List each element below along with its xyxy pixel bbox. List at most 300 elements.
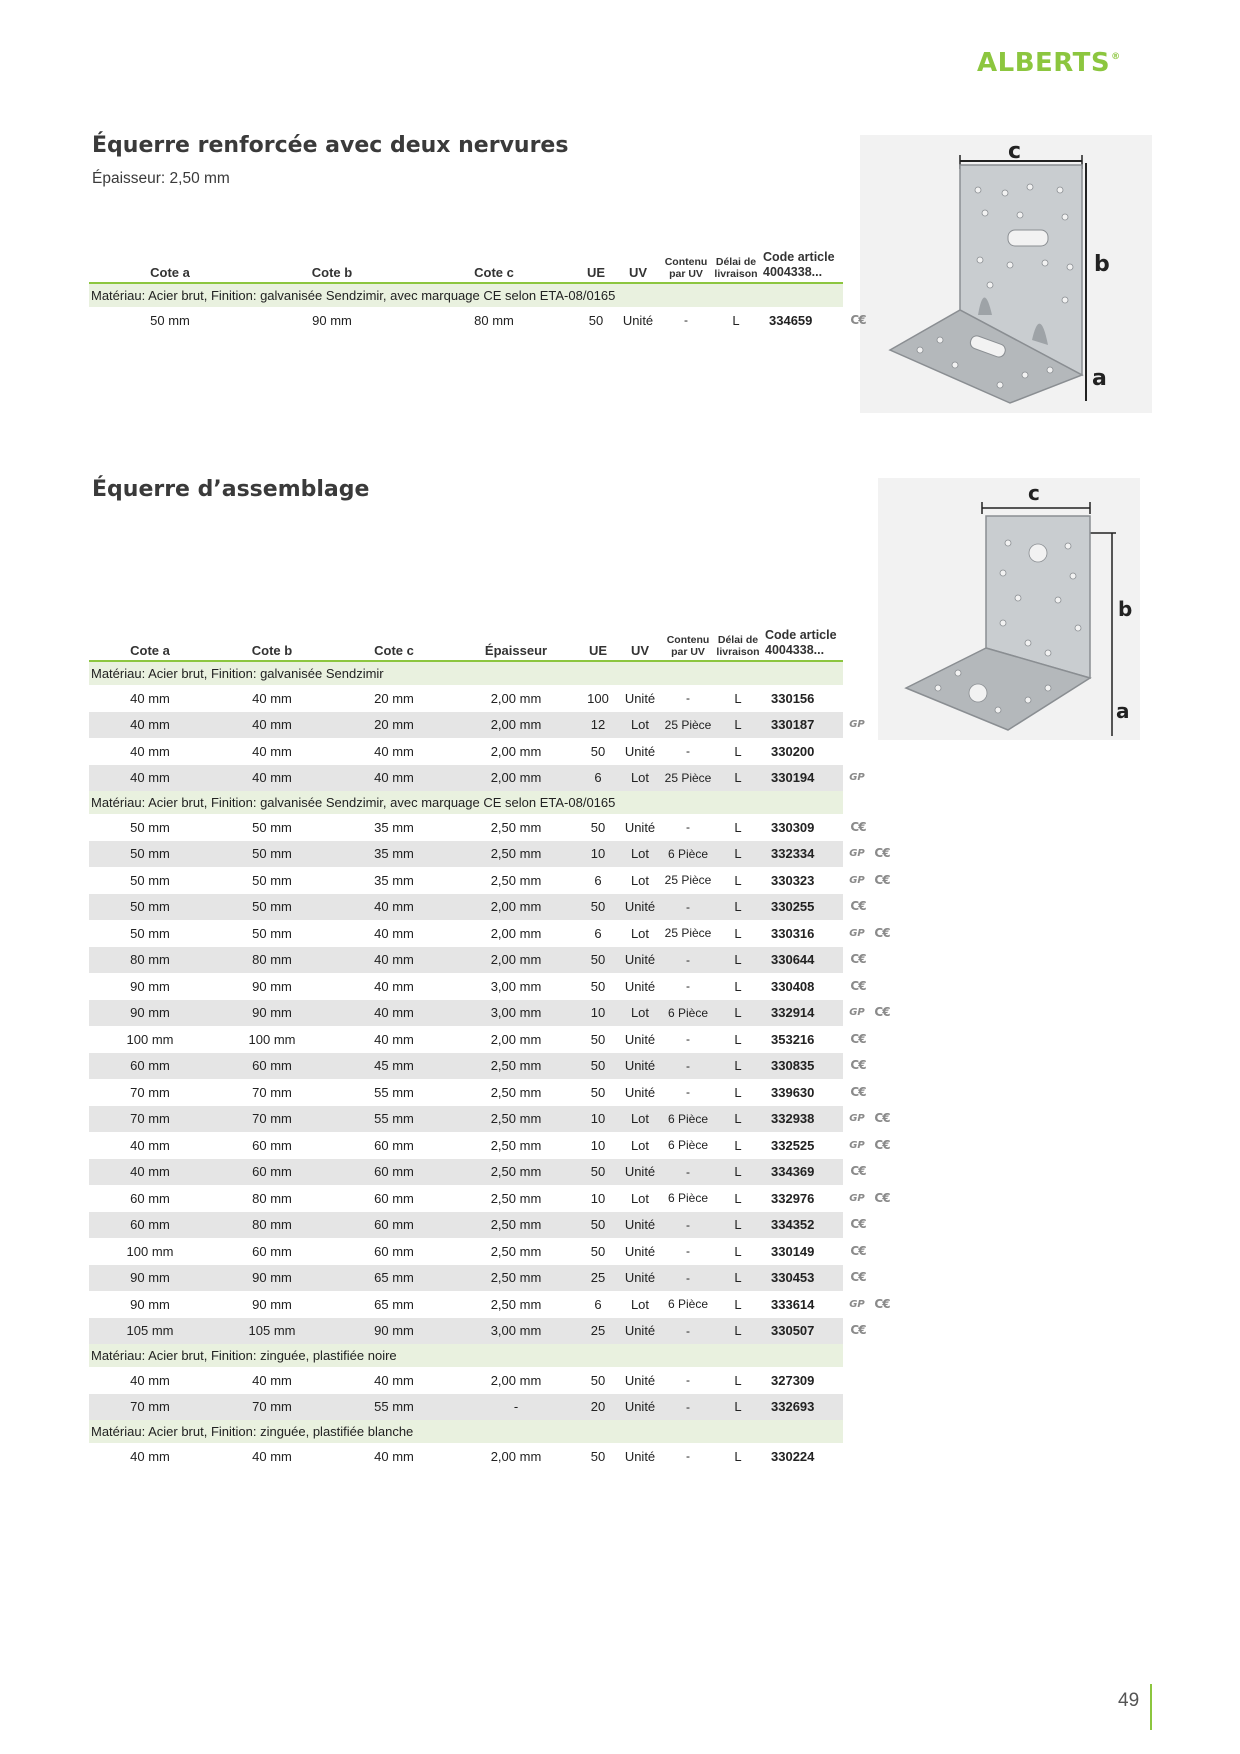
cell-code-article: 330644 bbox=[761, 947, 843, 974]
cell-cote-c: 40 mm bbox=[333, 973, 455, 1000]
cell-delai: L bbox=[715, 1132, 761, 1159]
cell-uv: Unité bbox=[619, 738, 661, 765]
certification-badges bbox=[847, 1163, 869, 1180]
col-header-contenu-line1: Contenu bbox=[664, 256, 708, 268]
cell-uv: Unité bbox=[619, 685, 661, 712]
cell-cote-a: 80 mm bbox=[89, 947, 211, 974]
cell-cote-a: 60 mm bbox=[89, 1053, 211, 1080]
cell-delai: L bbox=[715, 1394, 761, 1421]
cell-cote-a: 70 mm bbox=[89, 1394, 211, 1421]
cell-contenu: - bbox=[661, 1238, 715, 1265]
cell-cote-a: 90 mm bbox=[89, 1265, 211, 1292]
logo-registered-mark: ® bbox=[1111, 52, 1121, 62]
cell-cote-b: 105 mm bbox=[211, 1318, 333, 1345]
cell-code-article: 330408 bbox=[761, 973, 843, 1000]
cell-code-article: 332525 bbox=[761, 1132, 843, 1159]
cell-uv: Unité bbox=[617, 307, 659, 334]
ce-mark-icon: C€ bbox=[850, 1164, 866, 1179]
cell-cote-b: 90 mm bbox=[211, 973, 333, 1000]
cell-contenu: - bbox=[661, 1212, 715, 1239]
cell-cote-a: 50 mm bbox=[89, 841, 211, 868]
cell-cote-b: 70 mm bbox=[211, 1106, 333, 1133]
table-row bbox=[89, 712, 843, 739]
cell-delai: L bbox=[715, 685, 761, 712]
table-row bbox=[89, 947, 843, 974]
cell-cote-b: 60 mm bbox=[211, 1053, 333, 1080]
cell-contenu: 25 Pièce bbox=[661, 712, 715, 739]
cell-cote-c: 60 mm bbox=[333, 1238, 455, 1265]
table-row bbox=[89, 1367, 843, 1394]
cell-ue: 100 bbox=[577, 685, 619, 712]
gp-mark-icon: GP bbox=[849, 1113, 865, 1125]
cell-uv: Unité bbox=[619, 1053, 661, 1080]
ce-mark-icon: C€ bbox=[850, 899, 866, 914]
cell-contenu: 6 Pièce bbox=[661, 1185, 715, 1212]
cell-contenu: 6 Pièce bbox=[661, 1000, 715, 1027]
cell-ue: 10 bbox=[577, 1106, 619, 1133]
certification-badges bbox=[847, 1322, 869, 1339]
cell-delai: L bbox=[715, 1079, 761, 1106]
cell-ue: 50 bbox=[577, 814, 619, 841]
ce-mark-icon: C€ bbox=[850, 1217, 866, 1232]
cell-ue: 10 bbox=[577, 1185, 619, 1212]
cell-cote-b: 50 mm bbox=[211, 920, 333, 947]
cell-ue: 12 bbox=[577, 712, 619, 739]
certification-badges bbox=[847, 1137, 893, 1154]
cell-cote-a: 40 mm bbox=[89, 765, 211, 792]
col-header-contenu-line1: Contenu bbox=[666, 634, 710, 646]
cell-delai: L bbox=[713, 307, 759, 334]
material-row bbox=[89, 1420, 843, 1443]
cell-contenu: - bbox=[661, 1394, 715, 1421]
cell-cote-b: 100 mm bbox=[211, 1026, 333, 1053]
table-row bbox=[89, 1079, 843, 1106]
cell-uv: Lot bbox=[619, 841, 661, 868]
cell-cote-a: 105 mm bbox=[89, 1318, 211, 1345]
cell-cote-a: 90 mm bbox=[89, 1000, 211, 1027]
cell-uv: Unité bbox=[619, 1079, 661, 1106]
cell-cote-b: 50 mm bbox=[211, 814, 333, 841]
cell-cote-c: 20 mm bbox=[333, 712, 455, 739]
col-header-code-line1: Code article bbox=[765, 628, 837, 642]
table-row bbox=[89, 1212, 843, 1239]
col-header-delai-line2: livraison bbox=[714, 268, 758, 280]
ce-mark-icon: C€ bbox=[850, 952, 866, 967]
cell-cote-c: 55 mm bbox=[333, 1394, 455, 1421]
certification-badges bbox=[847, 1296, 893, 1313]
cell-cote-c: 90 mm bbox=[333, 1318, 455, 1345]
cell-epaisseur: 2,00 mm bbox=[455, 920, 577, 947]
cell-cote-b: 90 mm bbox=[251, 307, 413, 334]
cell-cote-c: 40 mm bbox=[333, 1000, 455, 1027]
cell-cote-b: 40 mm bbox=[211, 1367, 333, 1394]
col-header-delai bbox=[715, 628, 761, 661]
cell-cote-c: 60 mm bbox=[333, 1132, 455, 1159]
cell-cote-a: 50 mm bbox=[89, 814, 211, 841]
cell-cote-a: 40 mm bbox=[89, 1132, 211, 1159]
cell-cote-b: 70 mm bbox=[211, 1079, 333, 1106]
ce-mark-icon: C€ bbox=[874, 1296, 890, 1311]
cell-cote-a: 50 mm bbox=[89, 307, 251, 334]
cell-cote-a: 50 mm bbox=[89, 920, 211, 947]
cell-cote-c: 35 mm bbox=[333, 814, 455, 841]
page-number: 49 bbox=[1118, 1690, 1140, 1711]
certification-badges bbox=[847, 1031, 869, 1048]
cell-cote-c: 20 mm bbox=[333, 685, 455, 712]
cell-uv: Unité bbox=[619, 1443, 661, 1470]
table-row bbox=[89, 867, 843, 894]
col-header-cote-c: Cote c bbox=[413, 250, 575, 283]
cell-epaisseur: 2,00 mm bbox=[455, 1367, 577, 1394]
cell-cote-c: 40 mm bbox=[333, 894, 455, 921]
cell-delai: L bbox=[715, 1026, 761, 1053]
cell-contenu: - bbox=[661, 894, 715, 921]
material-label: Matériau: Acier brut, Finition: galvanisée Sendzimir, avec marquage CE selon ETA-08/0165 bbox=[89, 283, 843, 307]
table-row bbox=[89, 738, 843, 765]
cell-delai: L bbox=[715, 1106, 761, 1133]
cell-code-article: 339630 bbox=[761, 1079, 843, 1106]
cell-ue: 10 bbox=[577, 841, 619, 868]
cell-delai: L bbox=[715, 765, 761, 792]
col-header-code bbox=[759, 250, 843, 283]
cell-cote-a: 40 mm bbox=[89, 1367, 211, 1394]
cell-epaisseur: 2,50 mm bbox=[455, 1159, 577, 1186]
cell-delai: L bbox=[715, 1291, 761, 1318]
cell-cote-b: 60 mm bbox=[211, 1238, 333, 1265]
certification-badges bbox=[847, 1110, 893, 1127]
gp-mark-icon: GP bbox=[849, 848, 865, 860]
cell-epaisseur: - bbox=[455, 1394, 577, 1421]
material-label: Matériau: Acier brut, Finition: zinguée, plastifiée noire bbox=[89, 1344, 843, 1367]
cell-code-article: 332938 bbox=[761, 1106, 843, 1133]
cell-ue: 50 bbox=[577, 973, 619, 1000]
certification-badges bbox=[847, 845, 893, 862]
ce-mark-icon: C€ bbox=[850, 1058, 866, 1073]
gp-mark-icon: GP bbox=[849, 874, 865, 886]
ce-mark-icon: C€ bbox=[850, 1270, 866, 1285]
certification-badges bbox=[847, 1004, 893, 1021]
certification-badges bbox=[847, 769, 867, 786]
certification-badges bbox=[847, 819, 869, 836]
cell-delai: L bbox=[715, 1367, 761, 1394]
col-header-delai bbox=[713, 250, 759, 283]
cell-cote-a: 70 mm bbox=[89, 1106, 211, 1133]
cell-ue: 50 bbox=[577, 738, 619, 765]
certification-badges bbox=[847, 898, 869, 915]
table-row bbox=[89, 841, 843, 868]
material-label: Matériau: Acier brut, Finition: galvanisée Sendzimir, avec marquage CE selon ETA-08/0165 bbox=[89, 791, 843, 814]
cell-ue: 50 bbox=[577, 1026, 619, 1053]
table-row bbox=[89, 1159, 843, 1186]
certification-badges bbox=[847, 1243, 869, 1260]
cell-delai: L bbox=[715, 1318, 761, 1345]
cell-contenu: - bbox=[661, 1159, 715, 1186]
cell-code-article: 330255 bbox=[761, 894, 843, 921]
cell-code-article: 330194 bbox=[761, 765, 843, 792]
cell-ue: 50 bbox=[575, 307, 617, 334]
certification-badges bbox=[847, 1269, 869, 1286]
table-row bbox=[89, 1106, 843, 1133]
cell-uv: Unité bbox=[619, 1265, 661, 1292]
cell-uv: Unité bbox=[619, 1026, 661, 1053]
cell-epaisseur: 2,50 mm bbox=[455, 867, 577, 894]
cell-cote-c: 35 mm bbox=[333, 841, 455, 868]
cell-uv: Unité bbox=[619, 973, 661, 1000]
certification-badges bbox=[847, 312, 869, 329]
table-row bbox=[89, 894, 843, 921]
table-row bbox=[89, 1053, 843, 1080]
cell-epaisseur: 2,00 mm bbox=[455, 894, 577, 921]
cell-contenu: 25 Pièce bbox=[661, 920, 715, 947]
cell-cote-b: 40 mm bbox=[211, 738, 333, 765]
cell-code-article: 330323 bbox=[761, 867, 843, 894]
cell-code-article: 334352 bbox=[761, 1212, 843, 1239]
ce-mark-icon: C€ bbox=[850, 819, 866, 834]
cell-cote-a: 40 mm bbox=[89, 1443, 211, 1470]
cell-code-article: 334659 bbox=[759, 307, 843, 334]
section1-tbody bbox=[89, 283, 843, 334]
cell-delai: L bbox=[715, 947, 761, 974]
col-header-uv: UV bbox=[619, 628, 661, 661]
cell-code-article: 330453 bbox=[761, 1265, 843, 1292]
cell-cote-a: 40 mm bbox=[89, 685, 211, 712]
cell-ue: 6 bbox=[577, 920, 619, 947]
cell-ue: 10 bbox=[577, 1132, 619, 1159]
cell-epaisseur: 2,50 mm bbox=[455, 1185, 577, 1212]
ce-mark-icon: C€ bbox=[874, 846, 890, 861]
ce-mark-icon: C€ bbox=[850, 1031, 866, 1046]
cell-epaisseur: 2,00 mm bbox=[455, 712, 577, 739]
col-header-uv: UV bbox=[617, 250, 659, 283]
cell-delai: L bbox=[715, 1159, 761, 1186]
cell-ue: 50 bbox=[577, 1367, 619, 1394]
col-header-contenu-line2: par UV bbox=[671, 646, 705, 658]
cell-delai: L bbox=[715, 1185, 761, 1212]
cell-uv: Lot bbox=[619, 867, 661, 894]
cell-cote-c: 65 mm bbox=[333, 1291, 455, 1318]
table-row bbox=[89, 1394, 843, 1421]
cell-uv: Lot bbox=[619, 765, 661, 792]
cell-ue: 50 bbox=[577, 1212, 619, 1239]
ce-mark-icon: C€ bbox=[850, 1084, 866, 1099]
gp-mark-icon: GP bbox=[849, 1139, 865, 1151]
cell-contenu: - bbox=[661, 1318, 715, 1345]
cell-cote-a: 40 mm bbox=[89, 1159, 211, 1186]
cell-cote-c: 55 mm bbox=[333, 1079, 455, 1106]
dim-label-c: c bbox=[1028, 481, 1040, 505]
dim-label-b: b bbox=[1094, 252, 1110, 277]
cell-epaisseur: 2,50 mm bbox=[455, 1238, 577, 1265]
cell-uv: Lot bbox=[619, 1185, 661, 1212]
table-row bbox=[89, 1238, 843, 1265]
cell-uv: Lot bbox=[619, 920, 661, 947]
dim-label-c: c bbox=[1008, 139, 1022, 164]
section1-title: Équerre renforcée avec deux nervures bbox=[92, 133, 569, 158]
cell-code-article: 330149 bbox=[761, 1238, 843, 1265]
brand-logo bbox=[977, 48, 1121, 78]
cell-cote-b: 40 mm bbox=[211, 712, 333, 739]
cell-ue: 50 bbox=[577, 1079, 619, 1106]
cell-ue: 50 bbox=[577, 1053, 619, 1080]
cell-code-article: 353216 bbox=[761, 1026, 843, 1053]
dim-label-a: a bbox=[1116, 699, 1130, 723]
material-label: Matériau: Acier brut, Finition: zinguée, plastifiée blanche bbox=[89, 1420, 843, 1443]
section2-title: Équerre d’assemblage bbox=[92, 477, 370, 502]
gp-mark-icon: GP bbox=[849, 1192, 865, 1204]
gp-mark-icon: GP bbox=[849, 1298, 865, 1310]
col-header-contenu-line2: par UV bbox=[669, 268, 703, 280]
col-header-ue: UE bbox=[575, 250, 617, 283]
material-row bbox=[89, 661, 843, 685]
cell-cote-b: 90 mm bbox=[211, 1291, 333, 1318]
cell-code-article: 327309 bbox=[761, 1367, 843, 1394]
col-header-code-line2: 4004338... bbox=[763, 265, 823, 279]
cell-epaisseur: 2,50 mm bbox=[455, 814, 577, 841]
cell-ue: 10 bbox=[577, 1000, 619, 1027]
cell-uv: Unité bbox=[619, 814, 661, 841]
cell-cote-a: 40 mm bbox=[89, 738, 211, 765]
product-image-assembly-bracket bbox=[878, 478, 1140, 740]
cell-contenu: - bbox=[661, 685, 715, 712]
cell-code-article: 332334 bbox=[761, 841, 843, 868]
cell-contenu: - bbox=[661, 1026, 715, 1053]
cell-cote-a: 50 mm bbox=[89, 894, 211, 921]
reinforced-bracket-drawing bbox=[860, 135, 1152, 413]
cell-contenu: 25 Pièce bbox=[661, 867, 715, 894]
cell-cote-b: 70 mm bbox=[211, 1394, 333, 1421]
cell-cote-c: 40 mm bbox=[333, 1367, 455, 1394]
cell-cote-c: 40 mm bbox=[333, 947, 455, 974]
cell-uv: Unité bbox=[619, 1238, 661, 1265]
material-label: Matériau: Acier brut, Finition: galvanisée Sendzimir bbox=[89, 661, 843, 685]
cell-epaisseur: 2,50 mm bbox=[455, 1212, 577, 1239]
cell-epaisseur: 2,50 mm bbox=[455, 1291, 577, 1318]
cell-code-article: 330316 bbox=[761, 920, 843, 947]
gp-mark-icon: GP bbox=[849, 719, 865, 731]
ce-mark-icon: C€ bbox=[850, 978, 866, 993]
cell-cote-b: 40 mm bbox=[211, 765, 333, 792]
cell-contenu: 6 Pièce bbox=[661, 1132, 715, 1159]
certification-badges bbox=[847, 951, 869, 968]
ce-mark-icon: C€ bbox=[874, 925, 890, 940]
col-header-cote-b: Cote b bbox=[211, 628, 333, 661]
col-header-cote-a: Cote a bbox=[89, 628, 211, 661]
cell-cote-a: 100 mm bbox=[89, 1026, 211, 1053]
cell-cote-b: 90 mm bbox=[211, 1265, 333, 1292]
cell-ue: 25 bbox=[577, 1265, 619, 1292]
cell-contenu: - bbox=[661, 1443, 715, 1470]
cell-cote-c: 40 mm bbox=[333, 920, 455, 947]
cell-code-article: 330156 bbox=[761, 685, 843, 712]
cell-code-article: 330200 bbox=[761, 738, 843, 765]
cell-epaisseur: 3,00 mm bbox=[455, 973, 577, 1000]
cell-cote-b: 50 mm bbox=[211, 841, 333, 868]
cell-delai: L bbox=[715, 712, 761, 739]
ce-mark-icon: C€ bbox=[874, 1111, 890, 1126]
assembly-bracket-drawing bbox=[878, 478, 1140, 740]
col-header-contenu bbox=[661, 628, 715, 661]
cell-code-article: 332693 bbox=[761, 1394, 843, 1421]
cell-uv: Unité bbox=[619, 894, 661, 921]
section2-product-table bbox=[89, 628, 843, 1470]
cell-cote-b: 80 mm bbox=[211, 1212, 333, 1239]
ce-mark-icon: C€ bbox=[850, 1323, 866, 1338]
cell-contenu: - bbox=[661, 1079, 715, 1106]
col-header-ue: UE bbox=[577, 628, 619, 661]
cell-delai: L bbox=[715, 1000, 761, 1027]
cell-code-article: 330835 bbox=[761, 1053, 843, 1080]
cell-code-article: 330224 bbox=[761, 1443, 843, 1470]
cell-delai: L bbox=[715, 1053, 761, 1080]
cell-epaisseur: 2,50 mm bbox=[455, 1106, 577, 1133]
cell-cote-a: 90 mm bbox=[89, 1291, 211, 1318]
table-row bbox=[89, 1291, 843, 1318]
cell-cote-c: 60 mm bbox=[333, 1159, 455, 1186]
cell-uv: Lot bbox=[619, 1132, 661, 1159]
section2-tbody bbox=[89, 661, 843, 1470]
cell-delai: L bbox=[715, 1212, 761, 1239]
cell-contenu: - bbox=[661, 738, 715, 765]
col-header-cote-a: Cote a bbox=[89, 250, 251, 283]
cell-code-article: 334369 bbox=[761, 1159, 843, 1186]
col-header-epaisseur: Épaisseur bbox=[455, 628, 577, 661]
cell-cote-b: 50 mm bbox=[211, 867, 333, 894]
cell-delai: L bbox=[715, 738, 761, 765]
cell-epaisseur: 2,50 mm bbox=[455, 1079, 577, 1106]
cell-code-article: 330187 bbox=[761, 712, 843, 739]
certification-badges bbox=[847, 1057, 869, 1074]
cell-ue: 50 bbox=[577, 1238, 619, 1265]
cell-ue: 6 bbox=[577, 1291, 619, 1318]
material-row bbox=[89, 791, 843, 814]
table-row bbox=[89, 1132, 843, 1159]
section1-product-table bbox=[89, 250, 843, 334]
cell-epaisseur: 2,00 mm bbox=[455, 765, 577, 792]
cell-cote-b: 40 mm bbox=[211, 1443, 333, 1470]
col-header-delai-line1: Délai de bbox=[717, 634, 759, 646]
cell-epaisseur: 2,00 mm bbox=[455, 738, 577, 765]
col-header-cote-c: Cote c bbox=[333, 628, 455, 661]
cell-delai: L bbox=[715, 1238, 761, 1265]
ce-mark-icon: C€ bbox=[850, 1243, 866, 1258]
cell-cote-b: 40 mm bbox=[211, 685, 333, 712]
cell-cote-b: 80 mm bbox=[211, 1185, 333, 1212]
cell-ue: 50 bbox=[577, 1443, 619, 1470]
cell-uv: Unité bbox=[619, 1318, 661, 1345]
table-row bbox=[89, 765, 843, 792]
section1-subtitle: Épaisseur: 2,50 mm bbox=[92, 170, 230, 187]
cell-ue: 50 bbox=[577, 947, 619, 974]
table-row bbox=[89, 1318, 843, 1345]
dim-label-b: b bbox=[1118, 597, 1133, 621]
cell-epaisseur: 2,00 mm bbox=[455, 947, 577, 974]
certification-badges bbox=[847, 1190, 893, 1207]
col-header-delai-line2: livraison bbox=[716, 646, 760, 658]
cell-delai: L bbox=[715, 841, 761, 868]
cell-uv: Unité bbox=[619, 1394, 661, 1421]
cell-cote-c: 60 mm bbox=[333, 1185, 455, 1212]
cell-epaisseur: 2,50 mm bbox=[455, 1265, 577, 1292]
product-image-reinforced-bracket bbox=[860, 135, 1152, 413]
cell-cote-c: 35 mm bbox=[333, 867, 455, 894]
cell-epaisseur: 3,00 mm bbox=[455, 1000, 577, 1027]
certification-badges bbox=[847, 978, 869, 995]
table-row bbox=[89, 685, 843, 712]
cell-uv: Lot bbox=[619, 1291, 661, 1318]
cell-ue: 50 bbox=[577, 894, 619, 921]
cell-cote-a: 50 mm bbox=[89, 867, 211, 894]
cell-contenu: - bbox=[661, 1053, 715, 1080]
